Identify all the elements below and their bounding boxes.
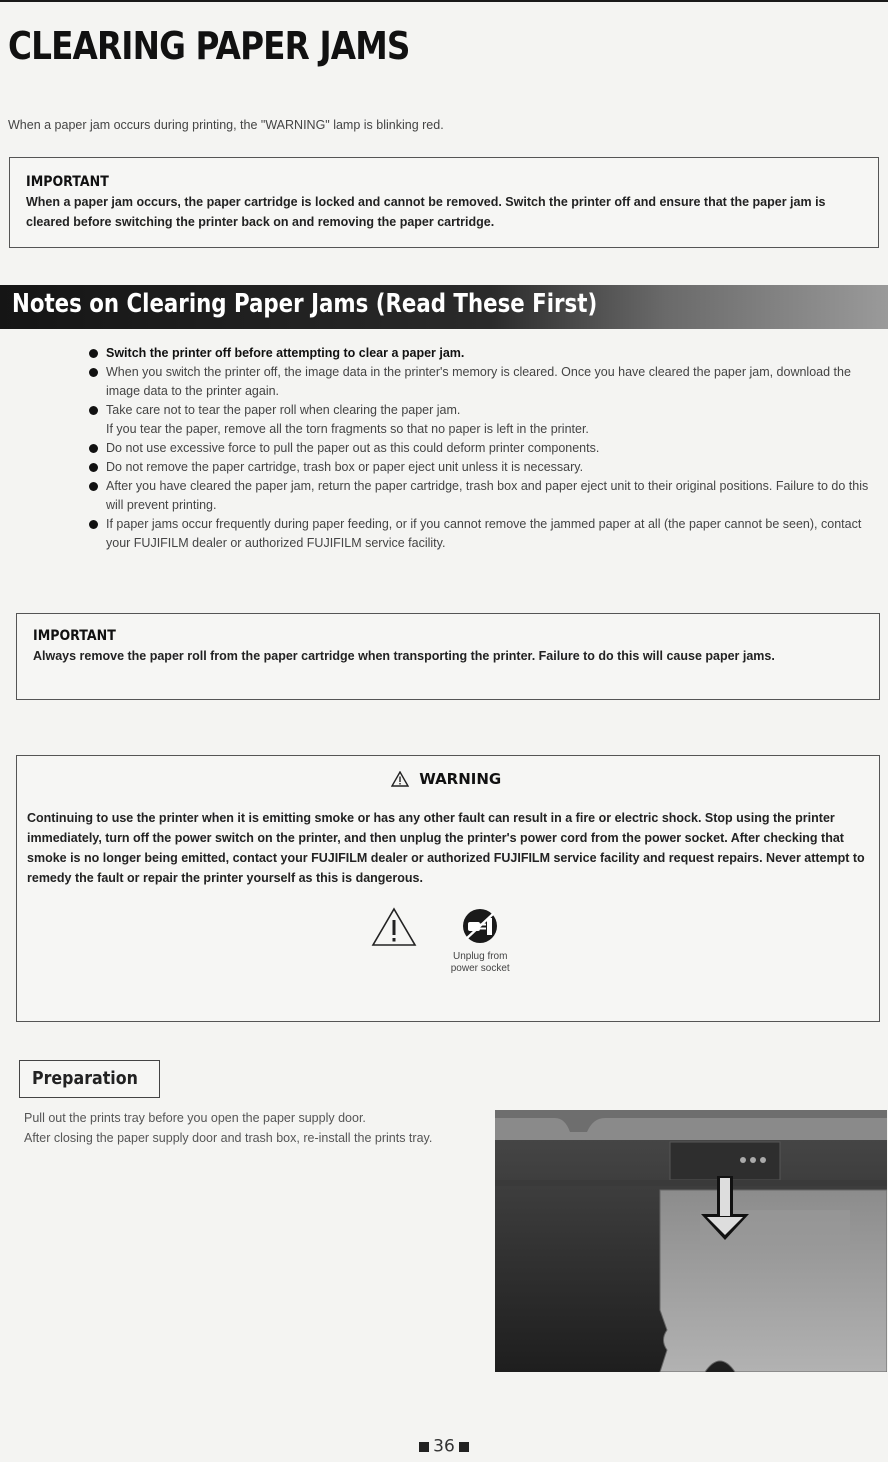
notes-item: When you switch the printer off, the image data in the printer's memory is cleared. Once you have cleared the paper jam, download the image data to the printer again. (88, 363, 880, 401)
notes-heading-banner (0, 285, 888, 329)
notes-heading: Notes on Clearing Paper Jams (Read These First) (12, 289, 598, 319)
warning-text: Continuing to use the printer when it is emitting smoke or has any other fault can result in a fire or electric shock. Stop using the printer immediately, turn off the power switch on the printer, and then unplug the printer's power cord from the power socket. After checking that smoke is no longer being emitted, contact your FUJIFILM dealer or authorized FUJIFILM service facility and request repairs. Never attempt to remedy the fault or repair the printer yourself as this is dangerous. (27, 811, 865, 885)
warning-header (27, 770, 865, 792)
intro-text: When a paper jam occurs during printing, the "WARNING" lamp is blinking red. (8, 118, 444, 132)
unplug-icon (460, 906, 500, 946)
important-heading-2: IMPORTANT (33, 628, 116, 644)
unplug-caption-line-2: power socket (450, 963, 510, 974)
important-text-1: When a paper jam occurs, the paper cartridge is locked and cannot be removed. Switch the printer off and ensure that the paper jam is cleared before switching the printer back on and removing the paper cartridge. (26, 195, 826, 229)
caution-triangle-icon (371, 906, 417, 948)
notes-item: Switch the printer off before attempting to clear a paper jam. (88, 344, 880, 363)
warning-triangle-icon (391, 771, 409, 787)
warning-heading: WARNING (419, 770, 502, 788)
page-number-right-square (459, 1442, 469, 1452)
warning-box (16, 755, 880, 1022)
notes-item: Take care not to tear the paper roll when clearing the paper jam. If you tear the paper, remove all the torn fragments so that no paper is left in the printer. (88, 401, 880, 439)
preparation-paragraph-2: After closing the paper supply door and trash box, re-install the prints tray. (24, 1131, 433, 1145)
notes-item: After you have cleared the paper jam, return the paper cartridge, trash box and paper eject unit to their original positions. Failure to do this will prevent printing. (88, 477, 880, 515)
preparation-heading: Preparation (32, 1068, 138, 1089)
notes-item: If paper jams occur frequently during paper feeding, or if you cannot remove the jammed paper at all (the paper cannot be seen), contact your FUJIFILM dealer or authorized FUJIFILM service facility. (88, 515, 880, 553)
notes-item: Do not remove the paper cartridge, trash box or paper eject unit unless it is necessary. (88, 458, 880, 477)
preparation-heading-box (19, 1060, 160, 1098)
warning-icons (17, 906, 879, 975)
preparation-text (24, 1108, 474, 1148)
notes-list (88, 344, 880, 553)
page-title: CLEARING PAPER JAMS (8, 24, 410, 68)
important-box-1 (9, 157, 879, 248)
notes-item: Do not use excessive force to pull the paper out as this could deform printer components. (88, 439, 880, 458)
preparation-paragraph-1: Pull out the prints tray before you open the paper supply door. (24, 1111, 366, 1125)
top-rule (0, 0, 888, 2)
important-box-2 (16, 613, 880, 700)
important-heading-1: IMPORTANT (26, 174, 109, 190)
page-number (0, 1436, 888, 1457)
important-text-2: Always remove the paper roll from the paper cartridge when transporting the printer. Failure to do this will cause paper jams. (33, 649, 775, 663)
page-number-left-square (419, 1442, 429, 1452)
unplug-caption-line-1: Unplug from (452, 951, 508, 962)
page-number-value: 36 (433, 1436, 455, 1457)
printer-photo (495, 1110, 887, 1372)
